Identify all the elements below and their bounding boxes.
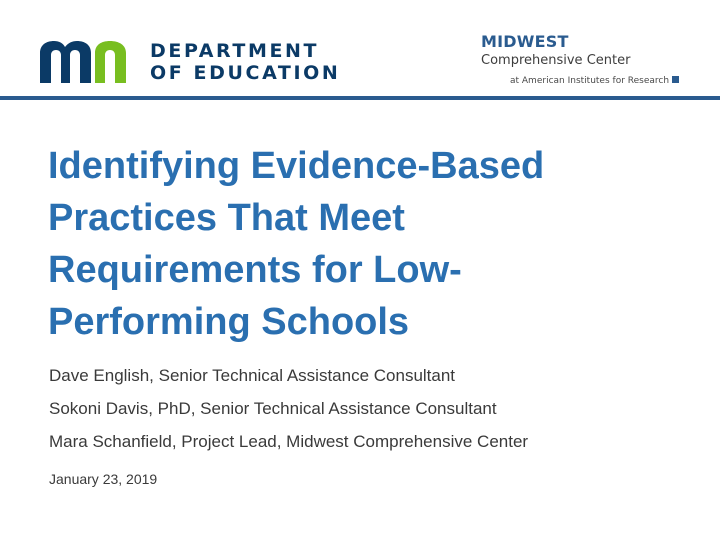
presentation-date: January 23, 2019 bbox=[49, 471, 158, 487]
mn-department-of-education-logo bbox=[40, 41, 340, 83]
title-line: Requirements for Low- bbox=[48, 249, 462, 291]
mde-wordmark bbox=[150, 40, 340, 84]
air-square-icon bbox=[672, 76, 679, 83]
mn-logo-icon bbox=[40, 41, 136, 83]
presenter-sokoni-davis: Sokoni Davis, PhD, Senior Technical Assistance Consultant bbox=[49, 399, 497, 418]
mwcc-affiliation-line bbox=[510, 76, 679, 86]
title-line: Practices That Meet bbox=[48, 197, 405, 239]
mwcc-subtitle: Comprehensive Center bbox=[481, 53, 631, 68]
title-line: Performing Schools bbox=[48, 301, 410, 343]
header-divider bbox=[0, 96, 720, 100]
mde-line2: OF EDUCATION bbox=[150, 62, 341, 84]
mwcc-title: MIDWEST bbox=[481, 32, 569, 51]
presenter-list bbox=[49, 365, 699, 464]
mde-line1: DEPARTMENT bbox=[150, 40, 320, 62]
presenter-mara-schanfield: Mara Schanfield, Project Lead, Midwest Comprehensive Center bbox=[49, 432, 529, 451]
midwest-comprehensive-center-logo bbox=[481, 32, 691, 92]
presenter-dave-english: Dave English, Senior Technical Assistance Consultant bbox=[49, 366, 456, 385]
title-line: Identifying Evidence-Based bbox=[48, 145, 545, 187]
mwcc-affiliation: at American Institutes for Research bbox=[510, 76, 670, 86]
slide-title bbox=[48, 140, 688, 348]
